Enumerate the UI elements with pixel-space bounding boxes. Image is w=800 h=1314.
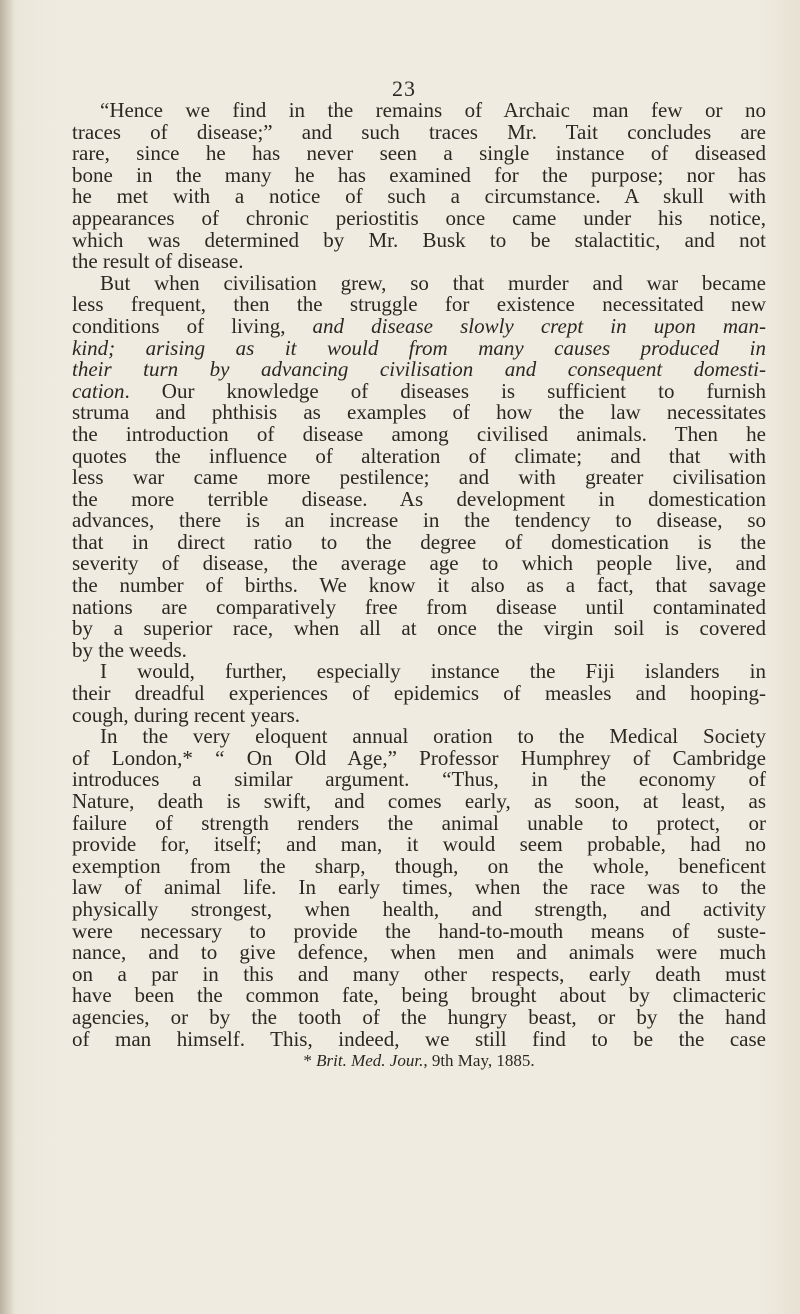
- body-text: [72, 98, 767, 1071]
- text-line: less war came more pestilence; and with greater civilisation: [72, 465, 766, 490]
- text-line: less frequent, then the struggle for existence necessitated new: [72, 292, 766, 317]
- text-line: the introduction of disease among civilised animals. Then he: [72, 421, 766, 446]
- text-line: exemption from the sharp, though, on the whole, beneficent: [72, 853, 766, 878]
- text-line: physically strongest, when health, and strength, and activity: [72, 896, 766, 921]
- text-line: the more terrible disease. As development in domestication: [72, 486, 766, 511]
- text-line: cough, during recent years.: [72, 702, 300, 727]
- text-line: agencies, or by the tooth of the hungry beast, or by the hand: [72, 1004, 766, 1029]
- text-line: kind; arising as it would from many causes produced in: [72, 335, 767, 360]
- text-line: have been the common fate, being brought about by climacteric: [72, 983, 766, 1008]
- footnote-journal: Brit. Med. Jour.: [316, 1051, 424, 1071]
- text-line: “Hence we find in the remains of Archaic man few or no: [100, 98, 766, 122]
- text-line: quotes the influence of alteration of climate; and that with: [72, 443, 766, 468]
- text-line: their turn by advancing civilisation and consequent domesti-: [72, 357, 766, 382]
- page-binding-edge: [0, 0, 14, 1314]
- text-line: law of animal life. In early times, when the race was to the: [72, 875, 766, 900]
- footnote: [72, 1051, 766, 1071]
- text-line: on a par in this and many other respects, early death must: [72, 961, 766, 986]
- text-line: that in direct ratio to the degree of domestication is the: [72, 529, 766, 554]
- text-line: their dreadful experiences of epidemics of measles and hooping-: [72, 681, 766, 706]
- text-line: the number of births. We know it also as a fact, that savage: [72, 573, 766, 598]
- text-line: rare, since he has never seen a single instance of diseased: [72, 141, 766, 166]
- text-line: provide for, itself; and man, it would seem probable, had no: [72, 832, 766, 857]
- footnote-marker: *: [303, 1051, 317, 1071]
- footnote-date: , 9th May, 1885.: [423, 1051, 535, 1071]
- text-line: of London,* “ On Old Age,” Professor Humphrey of Cambridge: [72, 745, 766, 770]
- text-line: he met with a notice of such a circumstance. A skull with: [72, 184, 766, 209]
- text-line: the result of disease.: [72, 249, 244, 274]
- text-line: of man himself. This, indeed, we still find to be the case: [72, 1026, 766, 1051]
- page-number: 23: [392, 76, 416, 101]
- text-line: severity of disease, the average age to which people live, and: [72, 551, 766, 576]
- text-line: struma and phthisis as examples of how the law necessitates: [72, 400, 766, 425]
- text-line: But when civilisation grew, so that murder and war became: [100, 270, 766, 295]
- text-line: which was determined by Mr. Busk to be stalactitic, and not: [72, 227, 766, 252]
- text-line: Nature, death is swift, and comes early, as soon, at least, as: [72, 789, 766, 813]
- text-line: introduces a similar argument. “Thus, in the economy of: [72, 767, 766, 792]
- text-line: failure of strength renders the animal unable to protect, or: [72, 810, 766, 835]
- text-line: by the weeds.: [72, 637, 187, 662]
- text-line: nance, and to give defence, when men and animals were much: [72, 940, 766, 965]
- text-line: appearances of chronic periostitis once came under his notice,: [72, 205, 766, 230]
- text-line: traces of disease;” and such traces Mr. Tait concludes are: [72, 119, 766, 144]
- text-line: were necessary to provide the hand-to-mouth means of suste-: [72, 918, 766, 943]
- text-line: cation. Our knowledge of diseases is sufficient to furnish: [72, 378, 766, 403]
- text-line: conditions of living, and disease slowly crept in upon man-: [72, 313, 766, 338]
- text-line: by a superior race, when all at once the virgin soil is covered: [72, 616, 766, 641]
- text-line: I would, further, especially instance the Fiji islanders in: [100, 659, 766, 684]
- text-line: nations are comparatively free from disease until contaminated: [72, 594, 766, 619]
- text-line: In the very eloquent annual oration to the Medical Society: [100, 724, 766, 749]
- text-line: advances, there is an increase in the tendency to disease, so: [72, 508, 766, 533]
- text-line: bone in the many he has examined for the purpose; nor has: [72, 162, 766, 187]
